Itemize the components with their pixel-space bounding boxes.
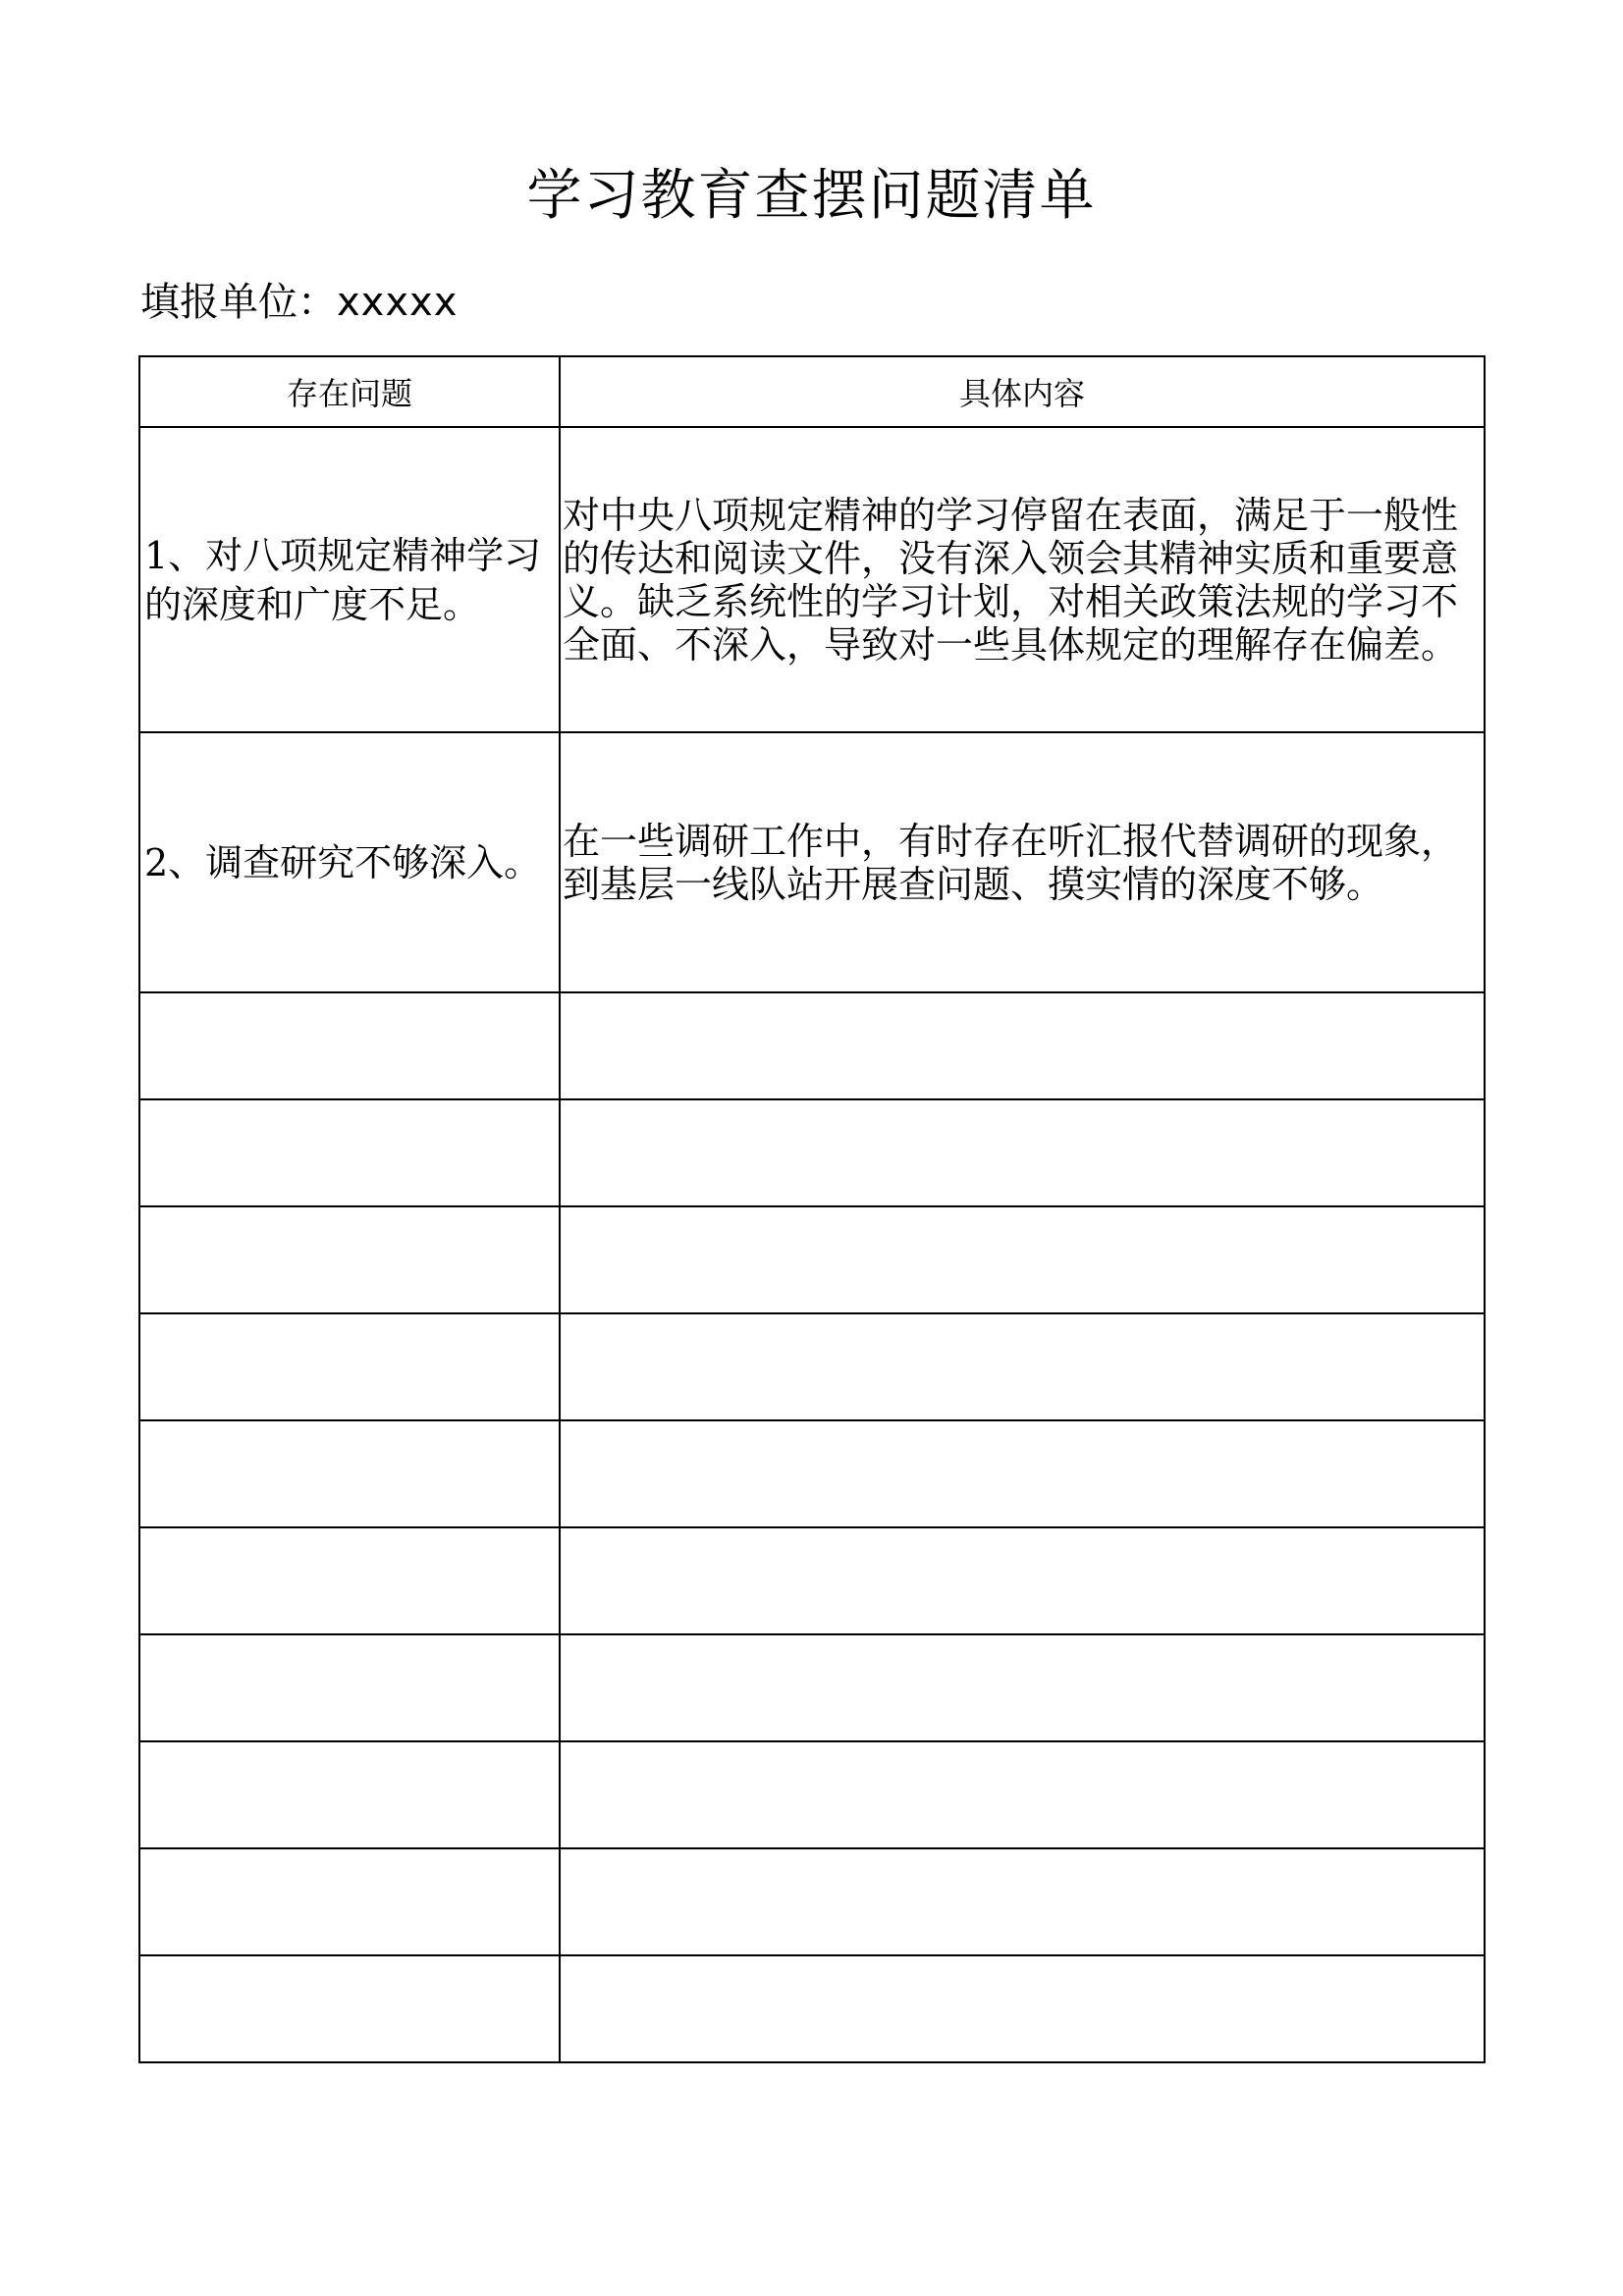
detail-cell: 对中央八项规定精神的学习停留在表面，满足于一般性的传达和阅读文件，没有深入领会其精神实质和重要意义。缺乏系统性的学习计划，对相关政策法规的学习不全面、不深入，导致对一些具体规定的理解存在偏差。 — [560, 427, 1485, 732]
detail-cell — [560, 992, 1485, 1099]
table-row — [139, 1527, 1485, 1634]
issue-cell — [139, 1527, 560, 1634]
table-row — [139, 1420, 1485, 1527]
issue-cell — [139, 1955, 560, 2062]
issue-cell — [139, 1420, 560, 1527]
issue-cell — [139, 992, 560, 1099]
header-issue: 存在问题 — [139, 356, 560, 427]
reporting-unit — [140, 273, 458, 332]
reporting-unit-value: xxxxx — [337, 280, 459, 325]
detail-cell — [560, 1848, 1485, 1955]
table-row — [139, 732, 1485, 992]
detail-cell — [560, 1741, 1485, 1848]
table-row — [139, 992, 1485, 1099]
issue-cell — [139, 1099, 560, 1206]
table-row — [139, 1955, 1485, 2062]
reporting-unit-label: 填报单位： — [140, 280, 337, 325]
table-header-row — [139, 356, 1485, 427]
table-row — [139, 1206, 1485, 1313]
header-detail: 具体内容 — [560, 356, 1485, 427]
detail-cell — [560, 1313, 1485, 1420]
table-row — [139, 1848, 1485, 1955]
issue-cell — [139, 1206, 560, 1313]
detail-cell — [560, 1955, 1485, 2062]
issue-cell — [139, 1313, 560, 1420]
table-row — [139, 427, 1485, 732]
detail-cell — [560, 1420, 1485, 1527]
issue-cell: 2、调查研究不够深入。 — [139, 732, 560, 992]
detail-cell — [560, 1206, 1485, 1313]
issue-cell — [139, 1741, 560, 1848]
table-row — [139, 1634, 1485, 1741]
issue-table — [138, 355, 1486, 2063]
page-title: 学习教育查摆问题清单 — [526, 164, 1097, 228]
detail-cell: 在一些调研工作中，有时存在听汇报代替调研的现象，到基层一线队站开展查问题、摸实情的深度不够。 — [560, 732, 1485, 992]
detail-cell — [560, 1527, 1485, 1634]
issue-cell — [139, 1634, 560, 1741]
table-row — [139, 1313, 1485, 1420]
detail-cell — [560, 1099, 1485, 1206]
issue-cell — [139, 1848, 560, 1955]
detail-cell — [560, 1634, 1485, 1741]
issue-cell: 1、对八项规定精神学习的深度和广度不足。 — [139, 427, 560, 732]
table-row — [139, 1741, 1485, 1848]
table-row — [139, 1099, 1485, 1206]
